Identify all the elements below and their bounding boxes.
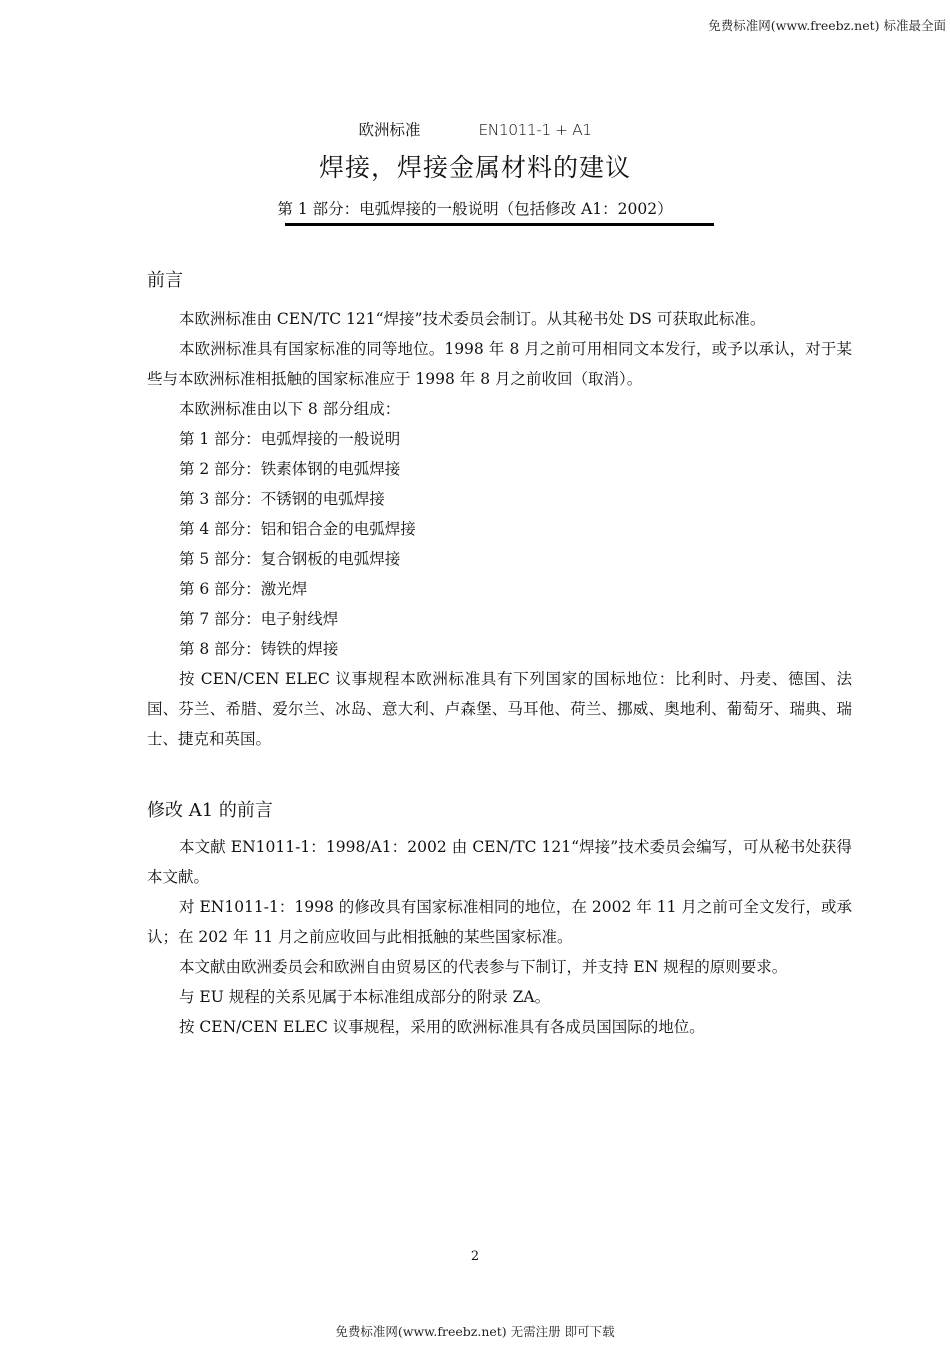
watermark-top: 免费标准网(www.freebz.net) 标准最全面: [708, 18, 946, 33]
part-list-item: 第 5 部分：复合钢板的电弧焊接: [179, 550, 401, 568]
title-underline: [285, 223, 714, 226]
document-title: 焊接，焊接金属材料的建议: [318, 153, 631, 182]
standard-code: EN1011-1 + A1: [478, 121, 592, 139]
part-list-item: 第 7 部分：电子射线焊: [179, 610, 339, 628]
part-list-item: 第 6 部分：激光焊: [179, 580, 308, 598]
part-list-item: 第 1 部分：电弧焊接的一般说明: [179, 430, 401, 448]
foreword-paragraph-4: 按 CEN/CEN ELEC 议事规程本欧洲标准具有下列国家的国标地位：比利时、丹麦、德国、法国、芬兰、希腊、爱尔兰、冰岛、意大利、卢森堡、马耳他、荷兰、挪威、奥地利、葡萄牙、瑞典、瑞士、捷克和英国。: [147, 670, 852, 748]
part-list-item: 第 2 部分：铁素体钢的电弧焊接: [179, 460, 401, 478]
page-number: 2: [470, 1249, 480, 1264]
amendment-paragraph-1: 本文献 EN1011-1：1998/A1：2002 由 CEN/TC 121“焊接”技术委员会编写，可从秘书处获得本文献。: [147, 838, 852, 886]
standard-label: 欧洲标准: [358, 121, 421, 139]
foreword-heading: 前言: [147, 270, 183, 291]
amendment-paragraph-4: 与 EU 规程的关系见属于本标准组成部分的附录 ZA。: [179, 988, 551, 1006]
document-subtitle: 第 1 部分：电弧焊接的一般说明（包括修改 A1：2002）: [277, 200, 673, 218]
standard-line: [0, 118, 950, 140]
foreword-paragraph-3: 本欧洲标准由以下 8 部分组成：: [179, 400, 401, 418]
amendment-paragraph-3: 本文献由欧洲委员会和欧洲自由贸易区的代表参与下制订，并支持 EN 规程的原则要求。: [179, 958, 788, 976]
part-list-item: 第 3 部分：不锈钢的电弧焊接: [179, 490, 385, 508]
foreword-paragraph-2: 本欧洲标准具有国家标准的同等地位。1998 年 8 月之前可用相同文本发行，或予以承认，对于某些与本欧洲标准相抵触的国家标准应于 1998 年 8 月之前收回（取消）。: [147, 340, 852, 388]
amendment-paragraph-5: 按 CEN/CEN ELEC 议事规程，采用的欧洲标准具有各成员国国际的地位。: [179, 1018, 705, 1036]
watermark-bottom: 免费标准网(www.freebz.net) 无需注册 即可下载: [335, 1324, 615, 1339]
part-list-item: 第 8 部分：铸铁的焊接: [179, 640, 339, 658]
amendment-paragraph-2: 对 EN1011-1：1998 的修改具有国家标准相同的地位，在 2002 年 11 月之前可全文发行，或承认；在 202 年 11 月之前应收回与此相抵触的某些国家标准。: [147, 898, 852, 946]
foreword-paragraph-1: 本欧洲标准由 CEN/TC 121“焊接”技术委员会制订。从其秘书处 DS 可获取此标准。: [179, 310, 766, 328]
part-list-item: 第 4 部分：铝和铝合金的电弧焊接: [179, 520, 416, 538]
amendment-heading: 修改 A1 的前言: [147, 800, 273, 821]
